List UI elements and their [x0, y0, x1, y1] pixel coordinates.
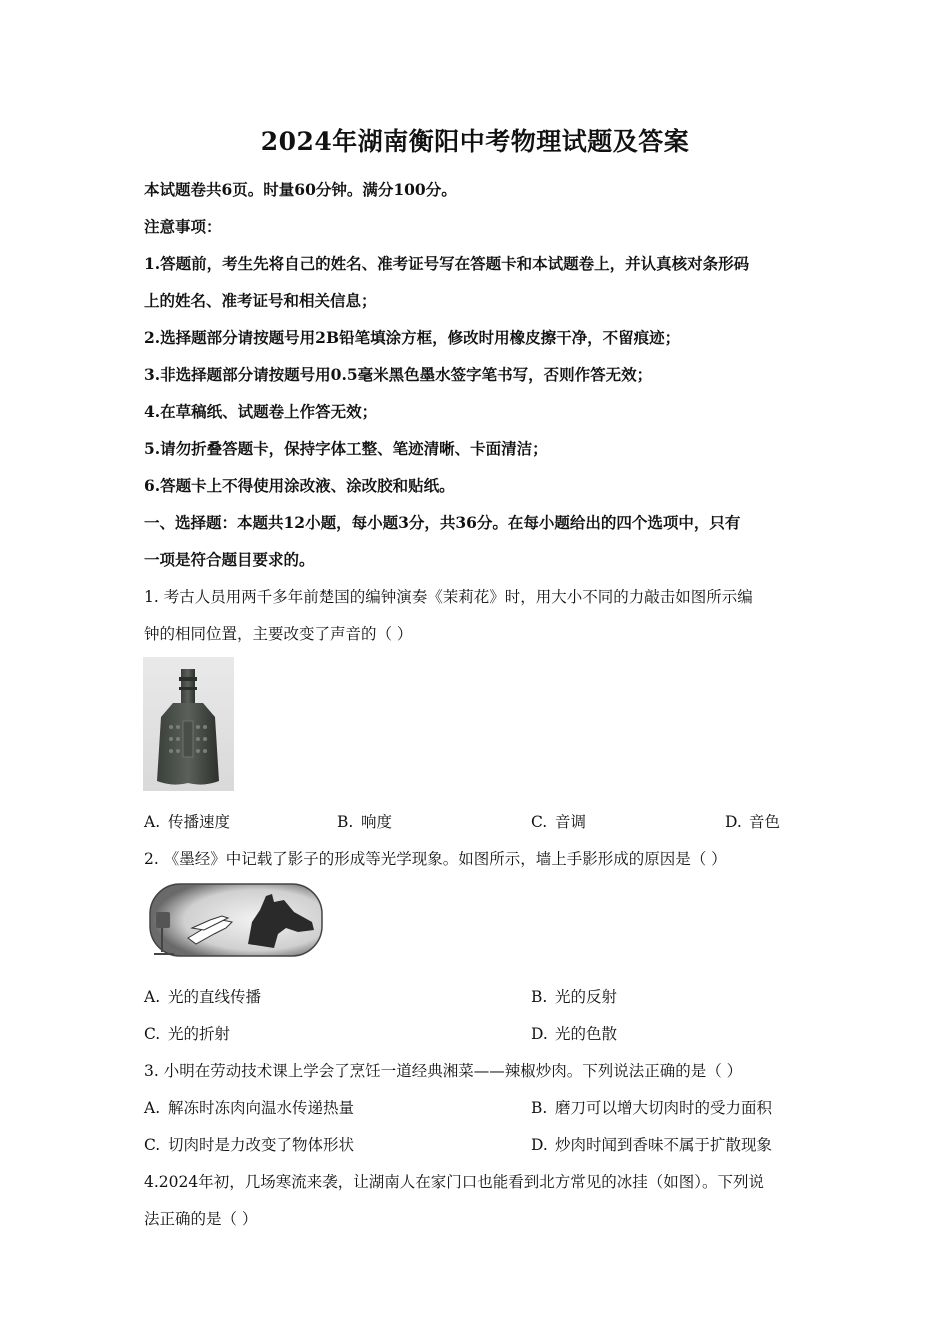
hand-shadow-image [148, 882, 324, 962]
intro-text: 本试题卷共6页。时量60分钟。满分100分。 [144, 180, 457, 199]
question-3-option-d: D. 炒肉时闻到香味不属于扩散现象 [531, 1136, 773, 1154]
notice-line: 1.答题前，考生先将自己的姓名、准考证号写在答题卡和本试题卷上，并认真核对条形码 [144, 254, 750, 273]
document-title: 2024年湖南衡阳中考物理试题及答案 [260, 127, 690, 156]
question-3-option-a: A. 解冻时冻肉向温水传递热量 [144, 1099, 355, 1117]
question-3-option-c: C. 切肉时是力改变了物体形状 [144, 1136, 355, 1154]
question-3-option-b: B. 磨刀可以增大切肉时的受力面积 [531, 1099, 773, 1117]
notice-line: 3.非选择题部分请按题号用0.5毫米黑色墨水签字笔书写，否则作答无效； [144, 365, 653, 384]
section-heading: 一、选择题：本题共12小题，每小题3分，共36分。在每小题给出的四个选项中，只有 [144, 513, 741, 532]
notice-line: 上的姓名、准考证号和相关信息； [144, 291, 377, 310]
question-2-option-d: D. 光的色散 [531, 1025, 618, 1043]
question-3-text: 3. 小明在劳动技术课上学会了烹饪一道经典湘菜——辣椒炒肉。下列说法正确的是（ ） [144, 1062, 743, 1080]
section-heading: 一项是符合题目要求的。 [144, 550, 315, 569]
question-1-option-c: C. 音调 [531, 813, 587, 831]
question-1-option-d: D. 音色 [725, 813, 781, 831]
notice-line: 6.答题卡上不得使用涂改液、涂改胶和贴纸。 [144, 476, 455, 495]
notice-line: 2.选择题部分请按题号用2B铅笔填涂方框，修改时用橡皮擦干净，不留痕迹； [144, 328, 681, 347]
notice-line: 4.在草稿纸、试题卷上作答无效； [144, 402, 378, 421]
question-4-text: 法正确的是（ ） [144, 1210, 258, 1228]
question-2-option-c: C. 光的折射 [144, 1025, 231, 1043]
question-2-text: 2. 《墨经》中记载了影子的形成等光学现象。如图所示，墙上手影形成的原因是（ ） [144, 850, 727, 868]
question-1-option-a: A. 传播速度 [144, 813, 231, 831]
question-1-option-b: B. 响度 [337, 813, 393, 831]
question-2-option-a: A. 光的直线传播 [144, 988, 262, 1006]
question-4-text: 4.2024年初，几场寒流来袭，让湖南人在家门口也能看到北方常见的冰挂（如图）。下列说 [144, 1173, 764, 1191]
question-1-text: 钟的相同位置，主要改变了声音的（ ） [144, 625, 413, 643]
question-2-option-b: B. 光的反射 [531, 988, 618, 1006]
bianzhong-bell-image [143, 657, 234, 791]
question-1-text: 1. 考古人员用两千多年前楚国的编钟演奏《茉莉花》时，用大小不同的力敲击如图所示编 [144, 588, 753, 606]
notice-line: 5.请勿折叠答题卡，保持字体工整、笔迹清晰、卡面清洁； [144, 439, 548, 458]
notice-header: 注意事项： [144, 217, 222, 236]
